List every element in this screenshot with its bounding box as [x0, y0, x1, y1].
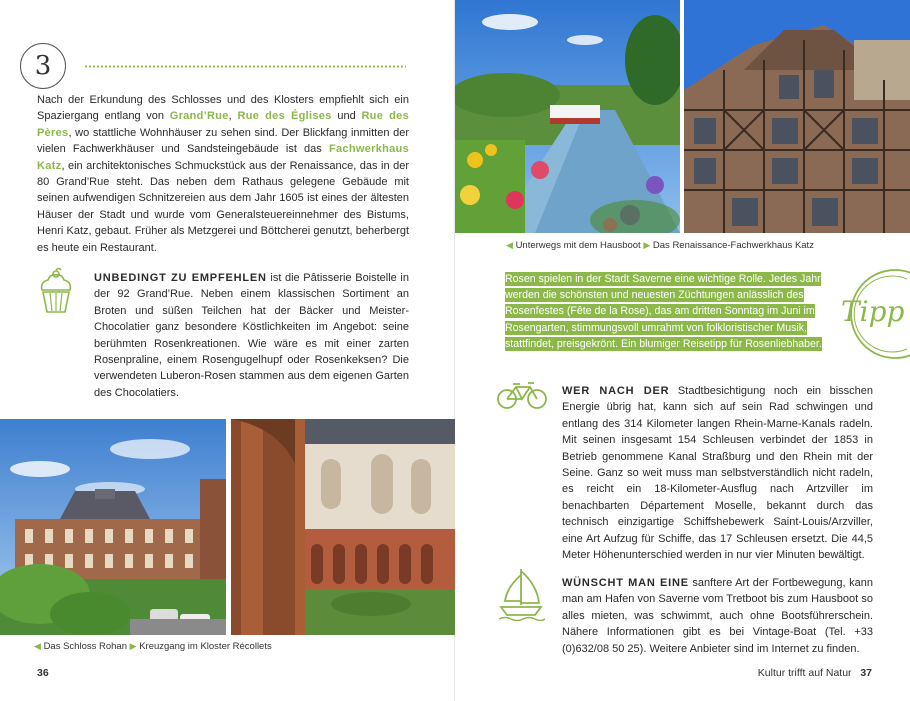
link-rue-des-eglises[interactable]: Rue des Églises — [237, 110, 332, 123]
link-fachwerkhaus-katz[interactable]: Fachwerkhaus Katz — [37, 143, 409, 172]
photo-hausboot — [455, 0, 680, 233]
triangle-left-icon: ◀ — [34, 641, 41, 651]
chapter-number: 3 — [34, 51, 52, 81]
photo-kreuzgang — [231, 419, 455, 635]
sailboat-icon — [497, 565, 545, 621]
photo-schloss-rohan — [0, 419, 226, 635]
right-page — [455, 0, 910, 701]
tipp-badge — [827, 265, 910, 363]
tipp-label: Tipp — [841, 295, 905, 328]
triangle-right-icon: ▶ — [129, 641, 137, 651]
caption-photo-left-1: ◀ Das Schloss Rohan ▶ Kreuzgang im Kloster Récollets — [34, 641, 272, 652]
bike-lead: WER NACH DER — [562, 385, 670, 397]
link-grand-rue[interactable]: Grand’Rue — [169, 110, 229, 123]
page-number-right: 37 — [860, 667, 872, 679]
dotted-divider — [84, 65, 406, 68]
tip-text: Rosen spielen in der Stadt Saverne eine wichtige Rolle. Jedes Jahr werden die schönsten und neuesten Züchtungen anlässlich des Rosenfestes (Fête de la Rose), das am dritten Sonntag im Juni im Rosengarten, stimmungsvoll umrahmt von folkloristischer Musik, stattfindet, preisgekrönt. Ein blumiger Reisetipp für Rosenliebhaber. — [505, 273, 822, 350]
recommend-lead: UNBEDINGT ZU EMPFEHLEN — [94, 272, 267, 284]
running-footer-right — [758, 667, 872, 679]
photo-fachwerkhaus-katz — [684, 0, 910, 233]
intro-paragraph: Nach der Erkundung des Schlosses und des Klosters empfiehlt sich ein Spaziergang entlang von Grand’Rue, Rue des Églises und Rue des Pères, wo stattliche Wohnhäuser zu sehen sind. Der Blickfang inmitten der vielen Fachwerkhäuser und Sandsteingebäude ist das Fachwerkhaus Katz, ein architektonisches Schmuckstück aus der Renaissance, das in der 80 Grand’Rue steht. Das neben dem Rathaus gelegene Gebäude mit seinen aufwendigen Schnitzereien aus dem Jahr 1605 ist eines der ältesten Häuser der Stadt und wurde vom Generalsteuereinnehmer des Bistums, Henri Katz, gebaut. Früher als Metzgerei und Böttcherei genutzt, beherbergt es heute ein Restaurant. — [37, 94, 409, 254]
boat-paragraph: WÜNSCHT MAN EINE sanftere Art der Fortbewegung, kann man am Hafen von Saverne vom Tretboot bis zum Hausboot so alles mieten, was schwimmt, auch ohne Bootsführerschein. Nähere Informationen gibt es bei Vintage-Boat (Tel. +33 (0)632/08 50 25). Weitere Anbieter sind im Internet zu finden. — [562, 577, 874, 655]
boat-lead: WÜNSCHT MAN EINE — [562, 577, 689, 589]
triangle-left-icon: ◀ — [506, 240, 513, 250]
triangle-right-icon: ▶ — [643, 240, 651, 250]
caption-photo-right: ◀ Unterwegs mit dem Hausboot ▶ Das Renaissance-Fachwerkhaus Katz — [506, 240, 814, 251]
link-rue-des-peres[interactable]: Rue des Pères — [37, 110, 409, 139]
bike-paragraph: WER NACH DER Stadtbesichtigung noch ein bisschen Energie übrig hat, kann sich auf sein Rad schwingen und entlang des 314 Kilometer langen Rhein-Marne-Kanals radeln. Mit seinen insgesamt 154 Schleusen verbindet der 1853 in Betrieb genommene Kanal Straßburg und den Rhein mit der Seine. Ganz so weit muss man selbstverständlich nicht radeln, es reicht ein 18-Kilometer-Ausflug nach Artzviller im benachbarten Département Moselle, bekannt durch das technisch einzigartige Schiffshebewerk Saint-Louis/Arzviller, eine Art Aufzug für Schiffe, das 17 Schleusen ersetzt. Die 44,5 Meter Höhenunterschied werden in nur vier Minuten bewältigt. — [562, 385, 873, 562]
chapter-number-badge — [20, 43, 66, 89]
recommend-paragraph: UNBEDINGT ZU EMPFEHLEN ist die Pâtisserie Boistelle in der 92 Grand’Rue. Neben einem klassischen Sortiment an Broten und süßen Teilchen hat der Bäcker und Meister-Chocolatier ganz besondere Köstlichkeiten im Angebot: seine berühmten Rosenkreationen. Wie wäre es mit einer zarten Rosenpraline, einem Rosengugelhupf oder Rosenkeksen? Die verwendeten Luberon-Rosen stammen aus dem eigenen Garten des Chocolatiers. — [94, 272, 409, 399]
cupcake-icon — [36, 266, 76, 316]
bicycle-icon — [496, 379, 548, 411]
running-title: Kultur trifft auf Natur — [757, 667, 852, 679]
tip-box — [505, 271, 823, 352]
page-number-left: 36 — [37, 667, 49, 679]
